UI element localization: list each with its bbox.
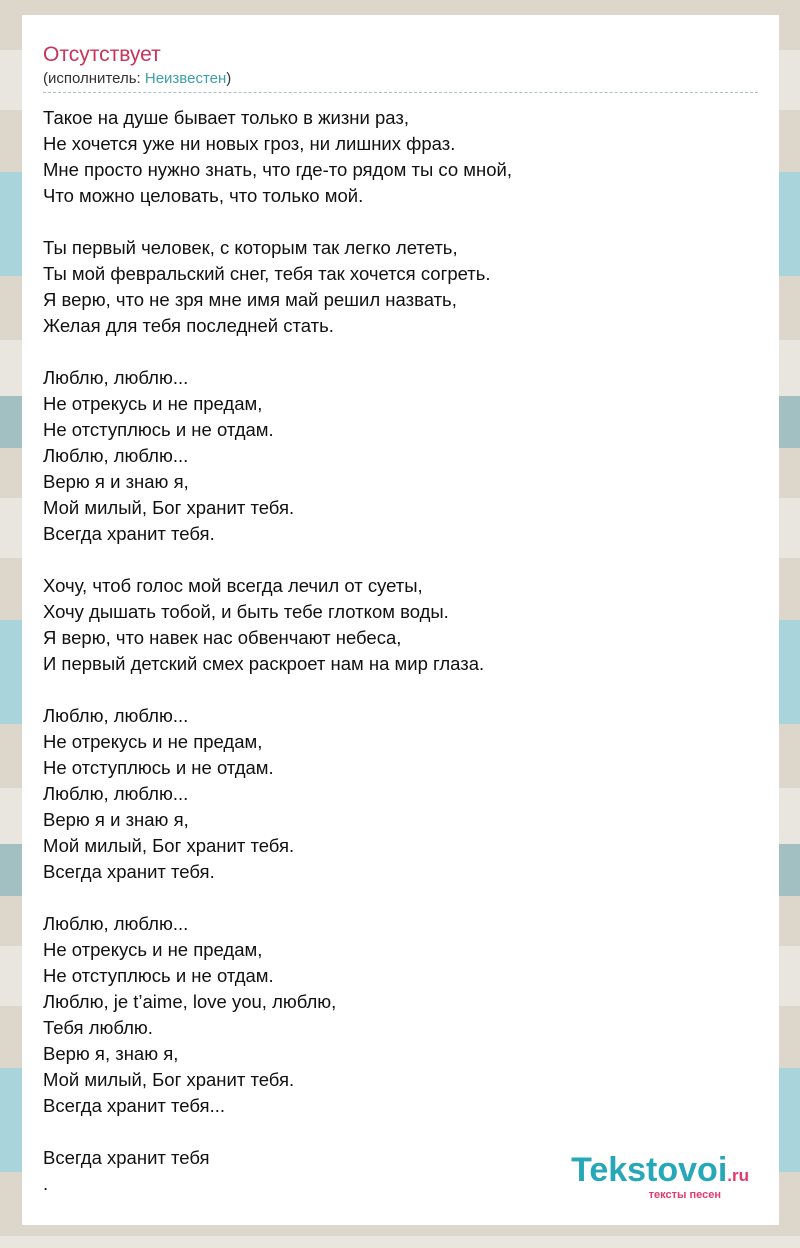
stanza-gap bbox=[43, 1119, 758, 1145]
lyric-line: Всегда хранит тебя bbox=[43, 1147, 210, 1168]
song-title: Отсутствует bbox=[43, 43, 161, 66]
lyric-line: Верю я и знаю я, bbox=[43, 471, 189, 492]
lyrics-text bbox=[43, 105, 758, 1197]
lyric-line: Не отступлюсь и не отдам. bbox=[43, 965, 274, 986]
lyric-line: Хочу, чтоб голос мой всегда лечил от суеты, bbox=[43, 575, 423, 596]
lyric-line: Ты первый человек, с которым так легко лететь, bbox=[43, 237, 458, 258]
site-logo[interactable] bbox=[571, 1153, 749, 1201]
lyric-line: И первый детский смех раскроет нам на мир глаза. bbox=[43, 653, 485, 674]
lyric-line: Мне просто нужно знать, что где-то рядом ты со мной, bbox=[43, 159, 512, 180]
lyric-line: Мой милый, Бог хранит тебя. bbox=[43, 835, 295, 856]
logo-name: Tekstovoi bbox=[571, 1151, 728, 1189]
lyric-line: Не отступлюсь и не отдам. bbox=[43, 419, 274, 440]
lyric-line: Мой милый, Бог хранит тебя. bbox=[43, 497, 295, 518]
lyric-line: Тебя люблю. bbox=[43, 1017, 153, 1038]
lyric-line: Люблю, люблю... bbox=[43, 445, 189, 466]
logo-tagline: тексты песен bbox=[648, 1189, 721, 1201]
logo-wordmark bbox=[571, 1153, 749, 1193]
song-header bbox=[43, 42, 758, 93]
lyric-line: Желая для тебя последней стать. bbox=[43, 315, 334, 336]
lyric-line: Я верю, что навек нас обвенчают небеса, bbox=[43, 627, 402, 648]
lyric-line: . bbox=[43, 1173, 49, 1194]
lyric-line: Всегда хранит тебя. bbox=[43, 861, 215, 882]
lyric-line: Не отрекусь и не предам, bbox=[43, 731, 263, 752]
lyric-line: Не отрекусь и не предам, bbox=[43, 939, 263, 960]
lyrics-card bbox=[22, 15, 779, 1225]
performer-line bbox=[43, 68, 758, 90]
stanza-gap bbox=[43, 209, 758, 235]
stanza-gap bbox=[43, 547, 758, 573]
lyric-line: Люблю, люблю... bbox=[43, 913, 189, 934]
lyric-line: Такое на душе бывает только в жизни раз, bbox=[43, 107, 409, 128]
lyric-line: Люблю, je t’aime, love you, люблю, bbox=[43, 991, 337, 1012]
lyric-line: Люблю, люблю... bbox=[43, 783, 189, 804]
lyric-line: Верю я, знаю я, bbox=[43, 1043, 179, 1064]
lyric-line: Хочу дышать тобой, и быть тебе глотком воды. bbox=[43, 601, 449, 622]
lyric-line: Всегда хранит тебя... bbox=[43, 1095, 225, 1116]
lyric-line: Я верю, что не зря мне имя май решил назвать, bbox=[43, 289, 457, 310]
lyric-line: Ты мой февральский снег, тебя так хочется согреть. bbox=[43, 263, 491, 284]
lyric-line: Всегда хранит тебя. bbox=[43, 523, 215, 544]
lyric-line: Не отрекусь и не предам, bbox=[43, 393, 263, 414]
lyric-line: Люблю, люблю... bbox=[43, 367, 189, 388]
lyric-line: Не отступлюсь и не отдам. bbox=[43, 757, 274, 778]
lyric-line: Не хочется уже ни новых гроз, ни лишних фраз. bbox=[43, 133, 456, 154]
lyric-line: Люблю, люблю... bbox=[43, 705, 189, 726]
lyric-line: Верю я и знаю я, bbox=[43, 809, 189, 830]
stanza-gap bbox=[43, 885, 758, 911]
lyric-line: Мой милый, Бог хранит тебя. bbox=[43, 1069, 295, 1090]
performer-close: ) bbox=[226, 70, 232, 87]
artist-link[interactable]: Неизвестен bbox=[144, 70, 227, 87]
lyric-line: Что можно целовать, что только мой. bbox=[43, 185, 364, 206]
stanza-gap bbox=[43, 677, 758, 703]
logo-tld: .ru bbox=[727, 1166, 749, 1185]
stanza-gap bbox=[43, 339, 758, 365]
performer-label: (исполнитель: bbox=[43, 70, 145, 87]
